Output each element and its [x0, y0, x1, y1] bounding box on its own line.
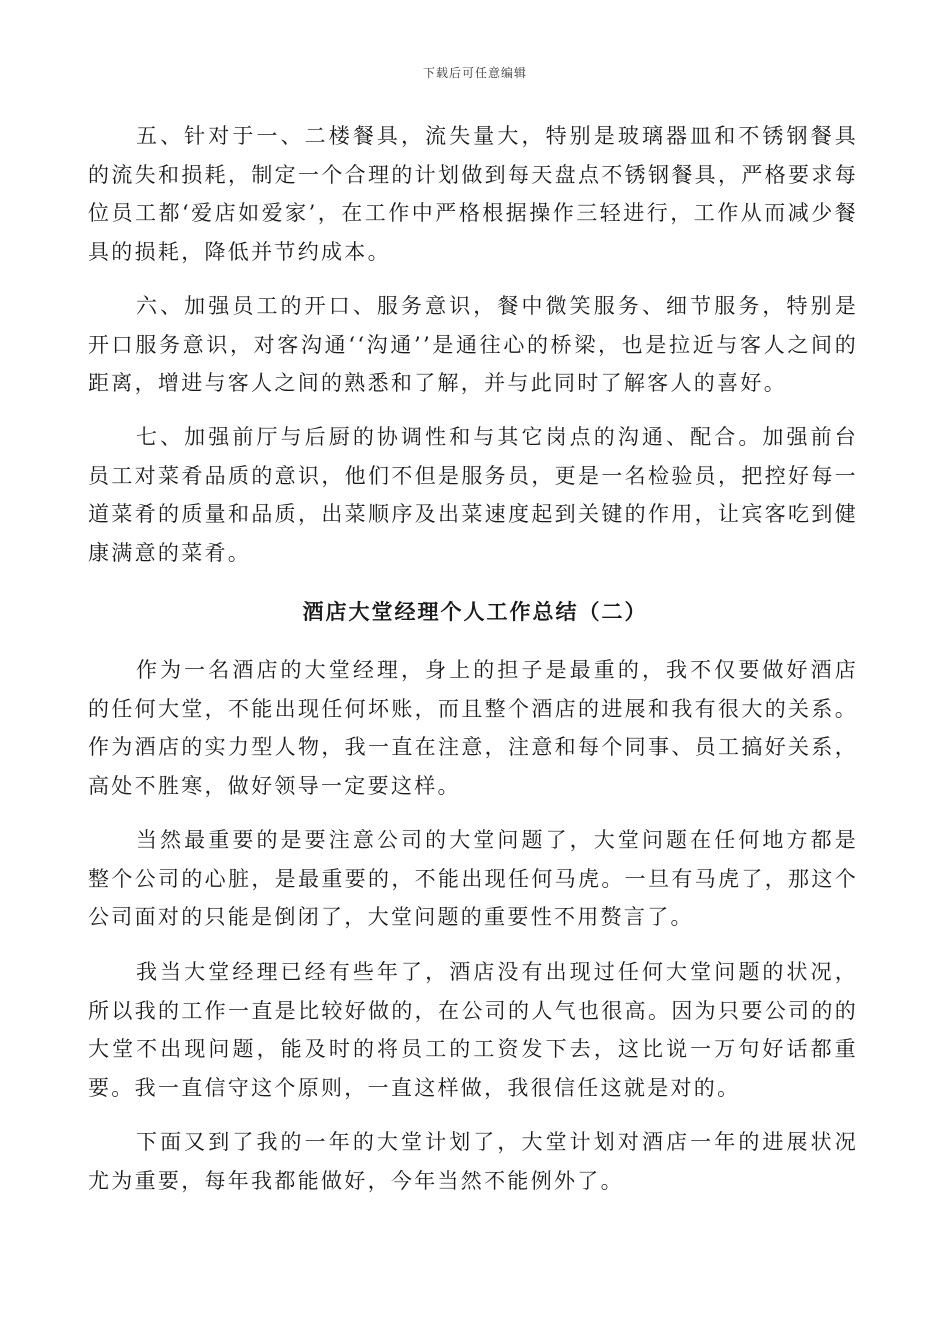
- paragraph-6: 六、加强员工的开口、服务意识，餐中微笑服务、细节服务，特别是开口服务意识，对客沟通‘‘沟通’’是通往心的桥梁，也是拉近与客人之间的距离，增进与客人之间的熟悉和了解，并与此同时了解客人的喜好。: [88, 294, 858, 395]
- section-paragraph: 我当大堂经理已经有些年了，酒店没有出现过任何大堂问题的状况，所以我的工作一直是比较好做的，在公司的人气也很高。因为只要公司的的大堂不出现问题，能及时的将员工的工资发下去，这比说一万句好话都重要。我一直信守这个原则，一直这样做，我很信任这就是对的。: [88, 960, 858, 1100]
- paragraph-5: 五、针对于一、二楼餐具，流失量大，特别是玻璃器皿和不锈钢餐具的流失和损耗，制定一个合理的计划做到每天盘点不锈钢餐具，严格要求每位员工都‘爱店如爱家’，在工作中严格根据操作三轻进行，工作从而减少餐具的损耗，降低并节约成本。: [88, 124, 858, 264]
- section-paragraph: 下面又到了我的一年的大堂计划了，大堂计划对酒店一年的进展状况尤为重要，每年我都能做好，今年当然不能例外了。: [88, 1130, 858, 1193]
- section-title: 酒店大堂经理个人工作总结（二）: [302, 599, 648, 624]
- page-header: 下载后可任意编辑: [422, 66, 527, 80]
- section-paragraph: 当然最重要的是要注意公司的大堂问题了，大堂问题在任何地方都是整个公司的心脏，是最重要的，不能出现任何马虎。一旦有马虎了，那这个公司面对的只能是倒闭了，大堂问题的重要性不用赘言了。: [88, 828, 858, 929]
- paragraph-7: 七、加强前厅与后厨的协调性和与其它岗点的沟通、配合。加强前台员工对菜肴品质的意识，他们不但是服务员，更是一名检验员，把控好每一道菜肴的质量和品质，出菜顺序及出菜速度起到关键的作用，让宾客吃到健康满意的菜肴。: [88, 425, 858, 565]
- section-paragraph: 作为一名酒店的大堂经理，身上的担子是最重的，我不仅要做好酒店的任何大堂，不能出现任何坏账，而且整个酒店的进展和我有很大的关系。作为酒店的实力型人物，我一直在注意，注意和每个同事、员工搞好关系，高处不胜寒，做好领导一定要这样。: [88, 658, 858, 798]
